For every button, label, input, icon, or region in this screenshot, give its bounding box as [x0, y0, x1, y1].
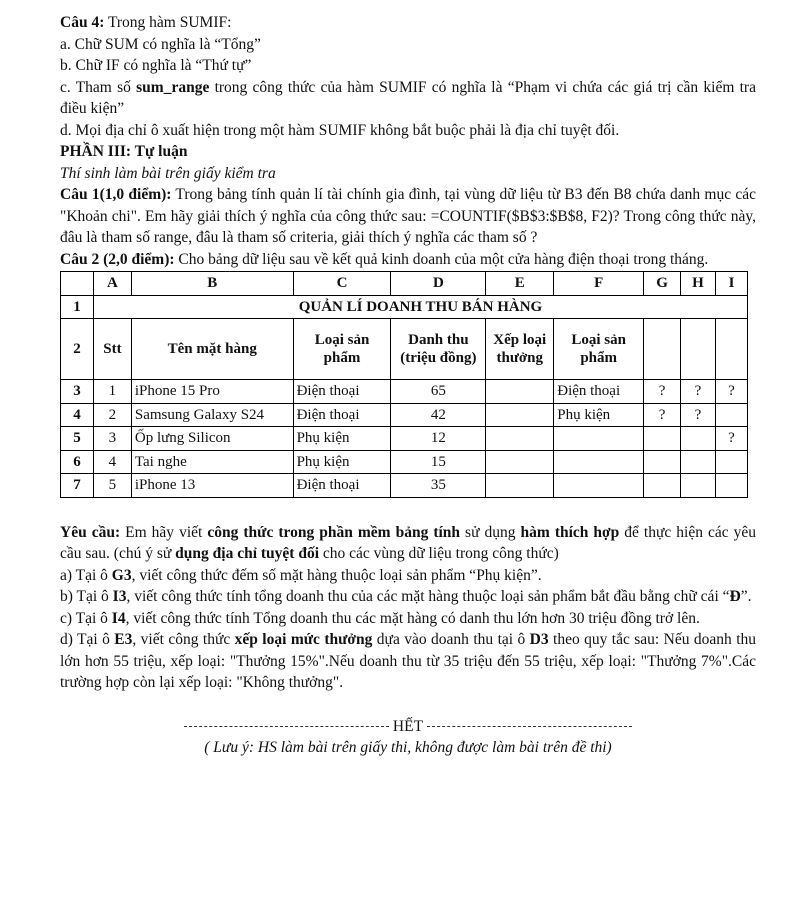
- q4-title: [60, 12, 756, 34]
- row-number: 4: [61, 403, 94, 427]
- question-2: [60, 249, 756, 271]
- task-d: [60, 629, 756, 694]
- table-cell: [715, 450, 747, 474]
- q4-option-d: d. Mọi địa chỉ ô xuất hiện trong một hàm SUMIF không bắt buộc phải là địa chỉ tuyệt đối.: [60, 121, 620, 139]
- table-row: [61, 427, 748, 451]
- req-label: Yêu cầu:: [60, 523, 121, 541]
- table-cell: 35: [391, 474, 486, 498]
- row-number: 3: [61, 380, 94, 404]
- task-text: , viết công thức đếm số mặt hàng thuộc loại sản phẩm “Phụ kiện”.: [131, 566, 542, 584]
- table-row: [61, 403, 748, 427]
- row-number: 2: [61, 319, 94, 380]
- table-cell: 5: [93, 474, 131, 498]
- task-text: dựa vào doanh thu tại ô: [372, 631, 530, 648]
- footer: [60, 716, 756, 758]
- table-cell: [681, 450, 716, 474]
- header-cell: [681, 319, 716, 380]
- table-cell: Phụ kiện: [293, 450, 391, 474]
- req-text: sử dụng: [460, 523, 521, 541]
- table-cell: [644, 427, 681, 451]
- task-text: , viết công thức: [132, 631, 235, 648]
- table-cell: [554, 427, 644, 451]
- req-text: để thực hiện các yêu cầu sau. (chú ý sử: [60, 523, 757, 562]
- q4-c-post: trong công thức của hàm SUMIF có nghĩa là “Phạm vi chứa các giá trị cần kiểm tra điều kiện”: [60, 78, 756, 117]
- header-cell: Danh thu (triệu đồng): [391, 319, 486, 380]
- task-text: d) Tại ô: [60, 631, 115, 648]
- sheet-title: QUẢN LÍ DOANH THU BÁN HÀNG: [93, 295, 747, 319]
- table-cell: ?: [644, 380, 681, 404]
- table-cell: [681, 474, 716, 498]
- col-letter: I: [715, 272, 747, 296]
- dash-line-right: [427, 726, 632, 727]
- q4-text: Trong hàm SUMIF:: [104, 14, 232, 31]
- table-cell: Điện thoại: [293, 380, 391, 404]
- table-cell: 12: [391, 427, 486, 451]
- table-cell: iPhone 15 Pro: [131, 380, 293, 404]
- col-letter: G: [644, 272, 681, 296]
- part3-subtitle: Thí sinh làm bài trên giấy kiểm tra: [60, 164, 276, 182]
- table-cell: 65: [391, 380, 486, 404]
- end-marker: [60, 716, 756, 737]
- row-number: 6: [61, 450, 94, 474]
- col-letter: H: [681, 272, 716, 296]
- table-cell: 42: [391, 403, 486, 427]
- q2-text: Cho bảng dữ liệu sau về kết quả kinh doanh của một cửa hàng điện thoại trong tháng.: [174, 250, 709, 268]
- col-letter: C: [293, 272, 391, 296]
- col-letter: D: [391, 272, 486, 296]
- question-1: [60, 184, 756, 249]
- header-row: [61, 319, 748, 380]
- cell-ref: E3: [114, 631, 133, 648]
- table-cell: Phụ kiện: [554, 403, 644, 427]
- req-bold: dụng địa chỉ tuyệt đối: [175, 545, 320, 562]
- cell-ref: I3: [112, 588, 127, 605]
- task-text: , viết công thức tính Tổng doanh thu các mặt hàng có danh thu lớn hơn 30 triệu đồng trở lên.: [125, 609, 700, 627]
- table-cell: [681, 427, 716, 451]
- table-cell: Điện thoại: [293, 403, 391, 427]
- task-bold: xếp loại mức thưởng: [234, 631, 373, 648]
- task-text: , viết công thức tính tổng doanh thu của các mặt hàng thuộc loại sản phẩm bắt đầu bằng chữ cái “: [126, 588, 730, 605]
- q1-text: Trong bảng tính quản lí tài chính gia đình, tại vùng dữ liệu từ B3 đến B8 chứa danh mục các "Khoản chi". Em hãy giải thích ý nghĩa của công thức sau: =COUNTIF($B$3:$B$8, F2)? Trong công thức này, đâu là tham số range, đâu là tham số criteria, giải thích ý nghĩa các tham số ?: [60, 186, 756, 246]
- table-cell: [644, 474, 681, 498]
- table-cell: 2: [93, 403, 131, 427]
- table-row: [61, 474, 748, 498]
- table-cell: [554, 474, 644, 498]
- table-cell: [715, 474, 747, 498]
- q2-label: Câu 2 (2,0 điểm):: [60, 250, 175, 268]
- table-cell: Ốp lưng Silicon: [131, 427, 293, 451]
- table-cell: ?: [681, 403, 716, 427]
- cell-ref: G3: [111, 566, 132, 584]
- table-cell: [486, 474, 554, 498]
- q4-option-b: b. Chữ IF có nghĩa là “Thứ tự”: [60, 57, 252, 74]
- task-c: [60, 608, 756, 630]
- row-number: 1: [61, 295, 94, 319]
- header-cell: [715, 319, 747, 380]
- task-b: [60, 586, 756, 608]
- table-cell: Điện thoại: [554, 380, 644, 404]
- q4-label: Câu 4:: [60, 14, 105, 31]
- end-text: HẾT: [392, 717, 424, 735]
- q4-option-c: [60, 77, 756, 120]
- q4-c-bold: sum_range: [136, 78, 210, 96]
- header-cell: Loại sản phẩm: [554, 319, 644, 380]
- col-letter: E: [486, 272, 554, 296]
- part3-title: PHẦN III: Tự luận: [60, 143, 188, 160]
- table-cell: ?: [681, 380, 716, 404]
- table-cell: 4: [93, 450, 131, 474]
- cell-ref: I4: [111, 609, 126, 627]
- table-cell: Phụ kiện: [293, 427, 391, 451]
- table-row: [61, 380, 748, 404]
- task-text: ”.: [740, 588, 752, 605]
- table-cell: [644, 450, 681, 474]
- req-bold: hàm thích hợp: [520, 523, 620, 541]
- table-cell: ?: [644, 403, 681, 427]
- col-letter: B: [131, 272, 293, 296]
- table-cell: Tai nghe: [131, 450, 293, 474]
- header-cell: Loại sản phẩm: [293, 319, 391, 380]
- exam-document: [60, 12, 756, 758]
- table-cell: [486, 450, 554, 474]
- col-letter: F: [554, 272, 644, 296]
- task-text: theo quy tắc sau: Nếu doanh thu lớn hơn 55 triệu, xếp loại: "Thưởng 15%".Nếu doanh thu từ 35 triệu đến 55 triệu, xếp loại: "Thưởng 7%".Các trường hợp còn lại xếp loại: "Không thưởng".: [60, 631, 757, 691]
- table-cell: [554, 450, 644, 474]
- table-cell: [486, 403, 554, 427]
- table-row: [61, 450, 748, 474]
- q1-label: Câu 1(1,0 điểm):: [60, 186, 172, 203]
- task-text: b) Tại ô: [60, 588, 113, 605]
- table-cell: 3: [93, 427, 131, 451]
- table-cell: 1: [93, 380, 131, 404]
- table-cell: Điện thoại: [293, 474, 391, 498]
- table-cell: ?: [715, 380, 747, 404]
- requirement: [60, 522, 756, 565]
- spreadsheet-table: [60, 271, 748, 498]
- q4-option-a: a. Chữ SUM có nghĩa là “Tổng”: [60, 35, 261, 53]
- table-cell: iPhone 13: [131, 474, 293, 498]
- title-row: [61, 295, 748, 319]
- table-cell: Samsung Galaxy S24: [131, 403, 293, 427]
- header-cell: Stt: [93, 319, 131, 380]
- q4-c-pre: c. Tham số: [60, 78, 137, 96]
- table-cell: [715, 403, 747, 427]
- req-bold: công thức trong phần mềm bảng tính: [207, 523, 461, 541]
- req-text: Em hãy viết: [120, 523, 208, 541]
- header-cell: Tên mặt hàng: [131, 319, 293, 380]
- task-a: [60, 565, 756, 587]
- table-cell: 15: [391, 450, 486, 474]
- table-cell: ?: [715, 427, 747, 451]
- task-text: c) Tại ô: [60, 609, 112, 627]
- column-letters-row: [61, 272, 748, 296]
- corner-cell: [61, 272, 94, 296]
- header-cell: Xếp loại thưởng: [486, 319, 554, 380]
- row-number: 5: [61, 427, 94, 451]
- table-cell: [486, 427, 554, 451]
- task-text: a) Tại ô: [60, 566, 112, 584]
- letter-ref: Đ: [729, 588, 741, 605]
- table-cell: [486, 380, 554, 404]
- footer-note: ( Lưu ý: HS làm bài trên giấy thi, không được làm bài trên đề thi): [204, 738, 612, 756]
- col-letter: A: [93, 272, 131, 296]
- row-number: 7: [61, 474, 94, 498]
- req-text: cho các vùng dữ liệu trong công thức): [319, 545, 559, 562]
- header-cell: [644, 319, 681, 380]
- dash-line-left: [184, 726, 389, 727]
- cell-ref: D3: [529, 631, 549, 648]
